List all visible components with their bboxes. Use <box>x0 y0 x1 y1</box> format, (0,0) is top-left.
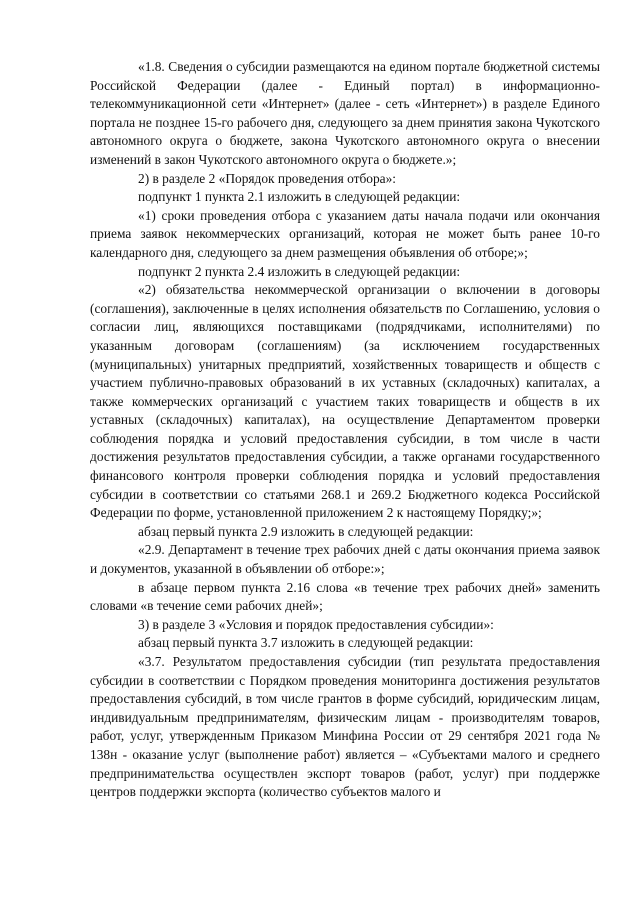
paragraph-section-2-heading: 2) в разделе 2 «Порядок проведения отбора»: <box>138 170 397 186</box>
paragraph-2-9-instruction: абзац первый пункта 2.9 изложить в следующей редакции: <box>138 523 474 539</box>
document-page <box>90 58 600 802</box>
paragraph-3-7-text: «3.7. Результатом предоставления субсидии (тип результата предоставления субсидии в соответствии с Порядком проведения мониторинга достижения результатов предоставления субсидий, в том числе грантов в форме субсидий, юридическим лицам, индивидуальным предпринимателям, физическим лицам - производителям товаров, работ, услуг, утвержденным Приказом Минфина России от 29 сентября 2021 года № 138н - оказание услуг (выполнение работ) является – «Субъектами малого и среднего предпринимательства осуществлен экспорт товаров (работ, услуг) при поддержке центров поддержки экспорта (количество субъектов малого и <box>90 654 600 800</box>
paragraph-2-9-text: «2.9. Департамент в течение трех рабочих дней с даты окончания приема заявок и документов, указанной в объявлении об отборе:»; <box>90 542 600 577</box>
paragraph-2-16-amendment: в абзаце первом пункта 2.16 слова «в течение трех рабочих дней» заменить словами «в течение семи рабочих дней»; <box>90 579 600 614</box>
paragraph-2-4-instruction: подпункт 2 пункта 2.4 изложить в следующей редакции: <box>138 263 461 279</box>
paragraph-3-7-instruction: абзац первый пункта 3.7 изложить в следующей редакции: <box>138 635 474 651</box>
paragraph-1-8-subsidy-info: «1.8. Сведения о субсидии размещаются на едином портале бюджетной системы Российской Федерации (далее - Единый портал) в информационно-телекоммуникационной сети «Интернет» (далее - сеть «Интернет») в разделе Единого портала не позднее 15-го рабочего дня, следующего за днем принятия закона Чукотского автономного округа о бюджете, закона Чукотского автономного округа о внесении изменений в закон Чукотского автономного округа о бюджете.»; <box>90 59 600 167</box>
paragraph-2-1-text: «1) сроки проведения отбора с указанием даты начала подачи или окончания приема заявок некоммерческих организаций, которая не может быть ранее 10-го календарного дня, следующего за днем размещения объявления об отборе;»; <box>90 207 600 260</box>
paragraph-section-3-heading: 3) в разделе 3 «Условия и порядок предоставления субсидии»: <box>138 616 494 632</box>
paragraph-2-4-text: «2) обязательства некоммерческой организации о включении в договоры (соглашения), заключенные в целях исполнения обязательств по Соглашению, условия о согласии лиц, являющихся поставщиками (подрядчиками, исполнителями) по указанным договорам (соглашениям) (за исключением государственных (муниципальных) унитарных предприятий, хозяйственных товариществ и обществ с участием публично-правовых образований в их уставных (складочных) капиталах, а также коммерческих организаций с участием таких товариществ и обществ в их уставных (складочных) капиталах), на осуществление Департаментом проверки соблюдения порядка и условий предоставления субсидии, в том числе в части достижения результатов предоставления субсидии, а также органами государственного финансового контроля проверки соблюдения порядка и условий предоставления субсидии в соответствии со статьями 268.1 и 269.2 Бюджетного кодекса Российской Федерации по форме, установленной приложением 2 к настоящему Порядку;»; <box>90 282 600 521</box>
paragraph-2-1-instruction: подпункт 1 пункта 2.1 изложить в следующей редакции: <box>138 189 461 205</box>
